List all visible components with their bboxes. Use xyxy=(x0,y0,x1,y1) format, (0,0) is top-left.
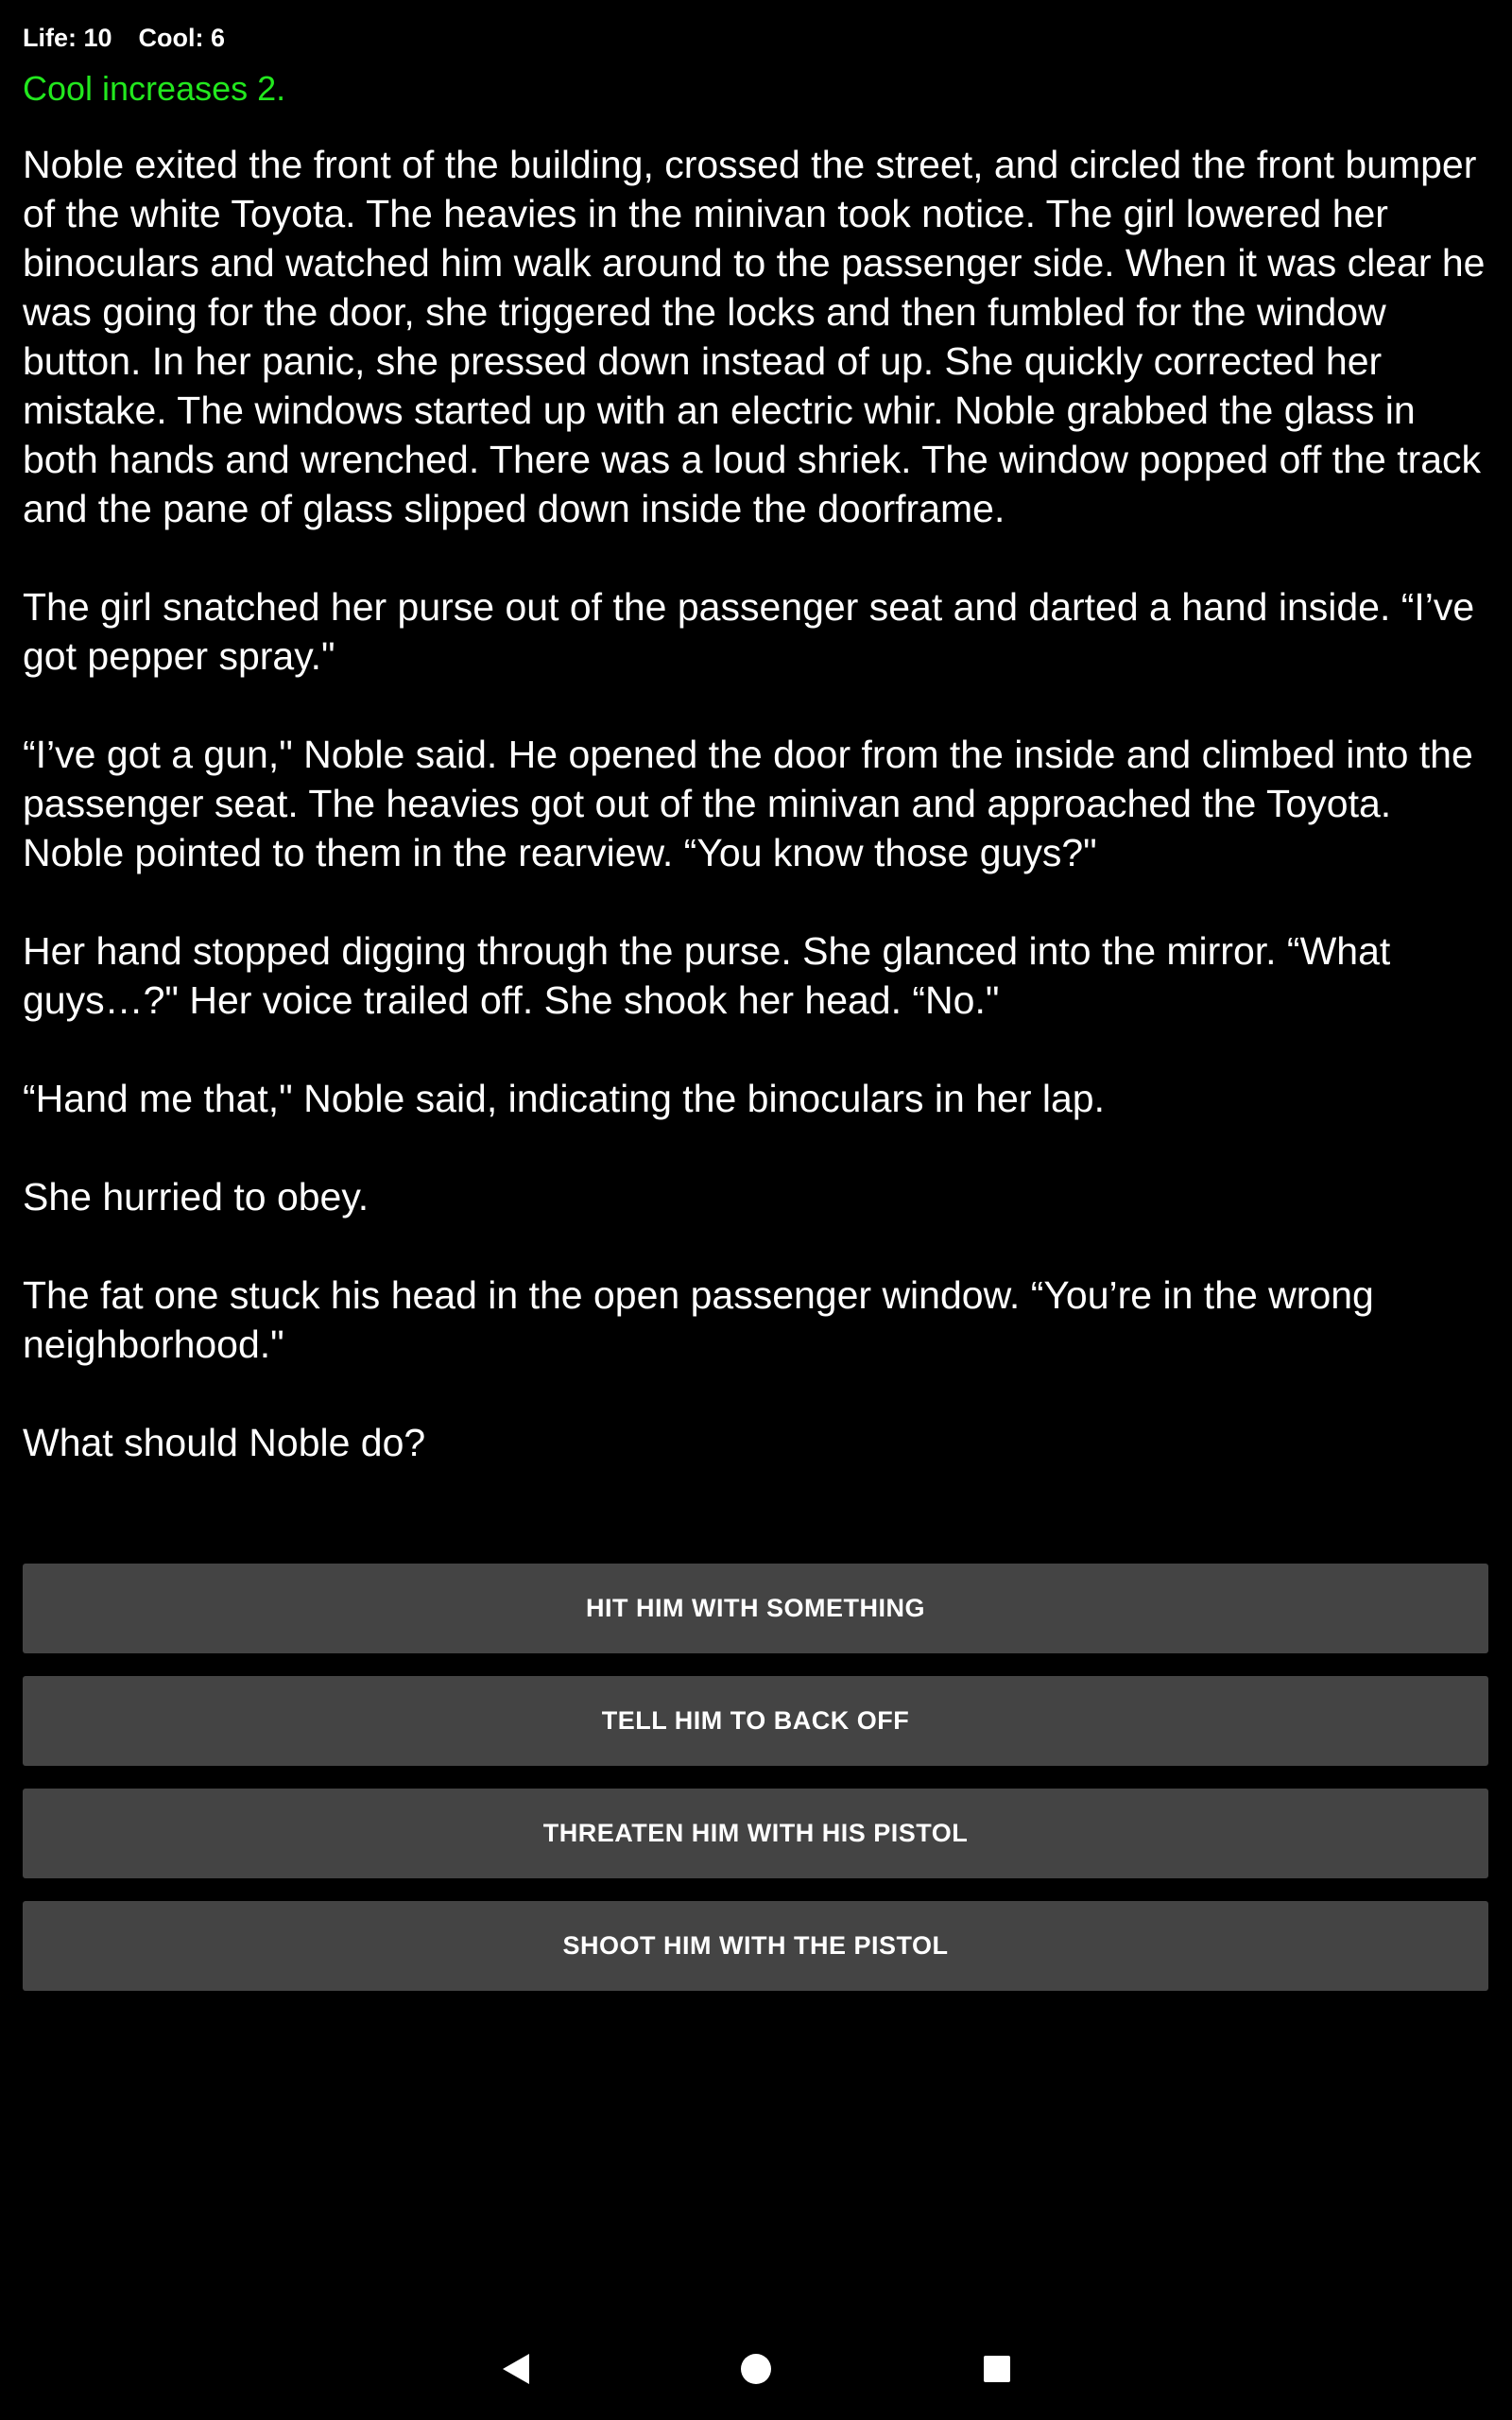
system-nav-bar xyxy=(0,2335,1512,2411)
story-paragraph: Noble exited the front of the building, crossed the street, and circled the front bumper of the white Toyota. The heavies in the minivan took notice. The girl lowered her binoculars and watched him walk around to the passenger side. When it was clear he was going for the door, she triggered the locks and then fumbled for the window button. In her panic, she pressed down instead of up. She quickly corrected her mistake. The windows started up with an electric whir. Noble grabbed the glass in both hands and wrenched. There was a loud shriek. The window popped off the track and the pane of glass slipped down inside the doorframe. xyxy=(23,143,1486,530)
cool-stat: Cool: 6 xyxy=(138,24,226,52)
story-paragraph: She hurried to obey. xyxy=(23,1175,369,1219)
home-icon[interactable] xyxy=(730,2342,782,2395)
story-paragraph: “Hand me that," Noble said, indicating the binoculars in her lap. xyxy=(23,1077,1105,1120)
story-paragraph: The girl snatched her purse out of the passenger seat and darted a hand inside. “I’ve got pepper spray." xyxy=(23,585,1475,678)
life-stat: Life: 10 xyxy=(23,24,112,52)
story-paragraph: Her hand stopped digging through the purse. She glanced into the mirror. “What guys…?" Her voice trailed off. She shook her head. “No." xyxy=(23,929,1391,1022)
story-paragraph: The fat one stuck his head in the open passenger window. “You’re in the wrong neighborhood." xyxy=(23,1273,1374,1366)
choice-shoot-button[interactable]: SHOOT HIM WITH THE PISTOL xyxy=(23,1901,1488,1991)
story-paragraph: “I’ve got a gun," Noble said. He opened the door from the inside and climbed into the passenger seat. The heavies got out of the minivan and approached the Toyota. Noble pointed to them in the rearview. “You know those guys?" xyxy=(23,733,1473,874)
story-text xyxy=(23,140,1497,1516)
choice-hit-button[interactable]: HIT HIM WITH SOMETHING xyxy=(23,1564,1488,1653)
stats-bar xyxy=(23,21,225,55)
choice-back-off-button[interactable]: TELL HIM TO BACK OFF xyxy=(23,1676,1488,1766)
choice-list xyxy=(23,1564,1488,2014)
story-prompt: What should Noble do? xyxy=(23,1421,426,1464)
stat-change-notice: Cool increases 2. xyxy=(23,69,286,108)
choice-threaten-button[interactable]: THREATEN HIM WITH HIS PISTOL xyxy=(23,1789,1488,1878)
back-icon[interactable] xyxy=(490,2342,542,2395)
recents-icon[interactable] xyxy=(971,2342,1023,2395)
